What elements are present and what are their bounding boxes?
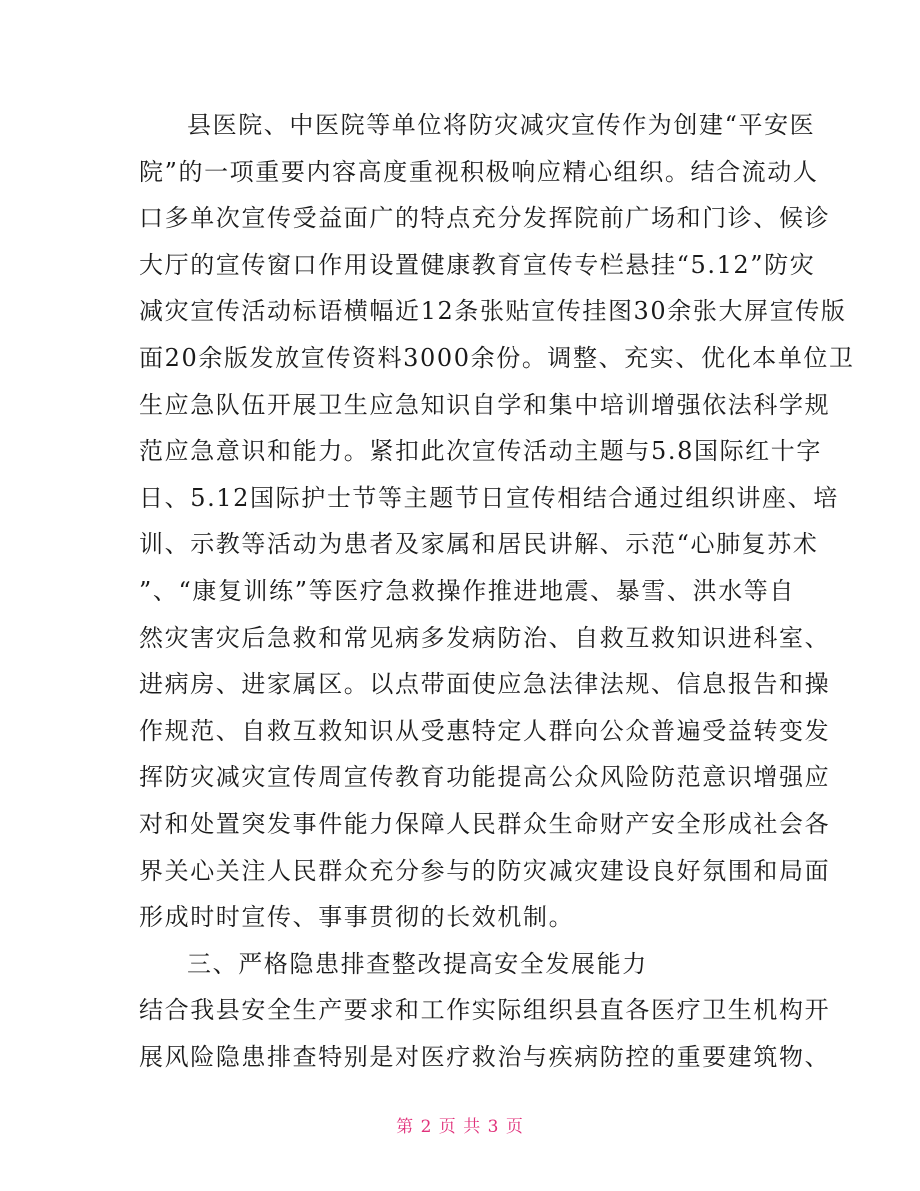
text-line: 展风险隐患排查特别是对医疗救治与疾病防控的重要建筑物、 xyxy=(139,1042,831,1071)
page-number-footer: 第 2 页 共 3 页 xyxy=(396,1117,524,1137)
text-line: 面20余版发放宣传资料3000余份。调整、充实、优化本单位卫 xyxy=(139,343,855,372)
text-line: 对和处置突发事件能力保障人民群众生命财产安全形成社会各 xyxy=(139,809,831,838)
text-line: 生应急队伍开展卫生应急知识自学和集中培训增强依法科学规 xyxy=(139,390,831,419)
text-line: 训、示教等活动为患者及家属和居民讲解、示范“心肺复苏术 xyxy=(139,530,819,559)
text-line: 然灾害灾后急救和常见病多发病防治、自救互救知识进科室、 xyxy=(139,623,831,652)
text-line: 减灾宣传活动标语横幅近12条张贴宣传挂图30余张大屏宣传版 xyxy=(139,297,847,326)
section-heading: 三、严格隐患排查整改提高安全发展能力 xyxy=(187,949,648,978)
text-line: 界关心关注人民群众充分参与的防灾减灾建设良好氛围和局面 xyxy=(139,856,831,885)
text-line: 范应急意识和能力。紧扣此次宣传活动主题与5.8国际红十字 xyxy=(139,437,822,466)
text-line: 作规范、自救互救知识从受惠特定人群向公众普遍受益转变发 xyxy=(139,716,831,745)
text-line: 大厅的宣传窗口作用设置健康教育宣传专栏悬挂“5.12”防灾 xyxy=(139,250,816,279)
text-line: 县医院、中医院等单位将防灾减灾宣传作为创建“平安医 xyxy=(187,111,816,139)
text-line: ”、“康复训练”等医疗急救操作推进地震、暴雪、洪水等自 xyxy=(139,576,796,605)
text-line: 日、5.12国际护士节等主题节日宣传相结合通过组织讲座、培 xyxy=(139,483,839,512)
text-line: 结合我县安全生产要求和工作实际组织县直各医疗卫生机构开 xyxy=(139,996,831,1025)
text-line: 进病房、进家属区。以点带面使应急法律法规、信息报告和操 xyxy=(139,670,831,699)
document-body xyxy=(139,102,855,1080)
text-line: 口多单次宣传受益面广的特点充分发挥院前广场和门诊、候诊 xyxy=(139,204,831,233)
text-line: 挥防灾减灾宣传周宣传教育功能提高公众风险防范意识增强应 xyxy=(139,763,831,792)
text-line: 形成时时宣传、事事贯彻的长效机制。 xyxy=(139,903,575,932)
text-line: 院”的一项重要内容高度重视积极响应精心组织。结合流动人 xyxy=(139,157,819,186)
